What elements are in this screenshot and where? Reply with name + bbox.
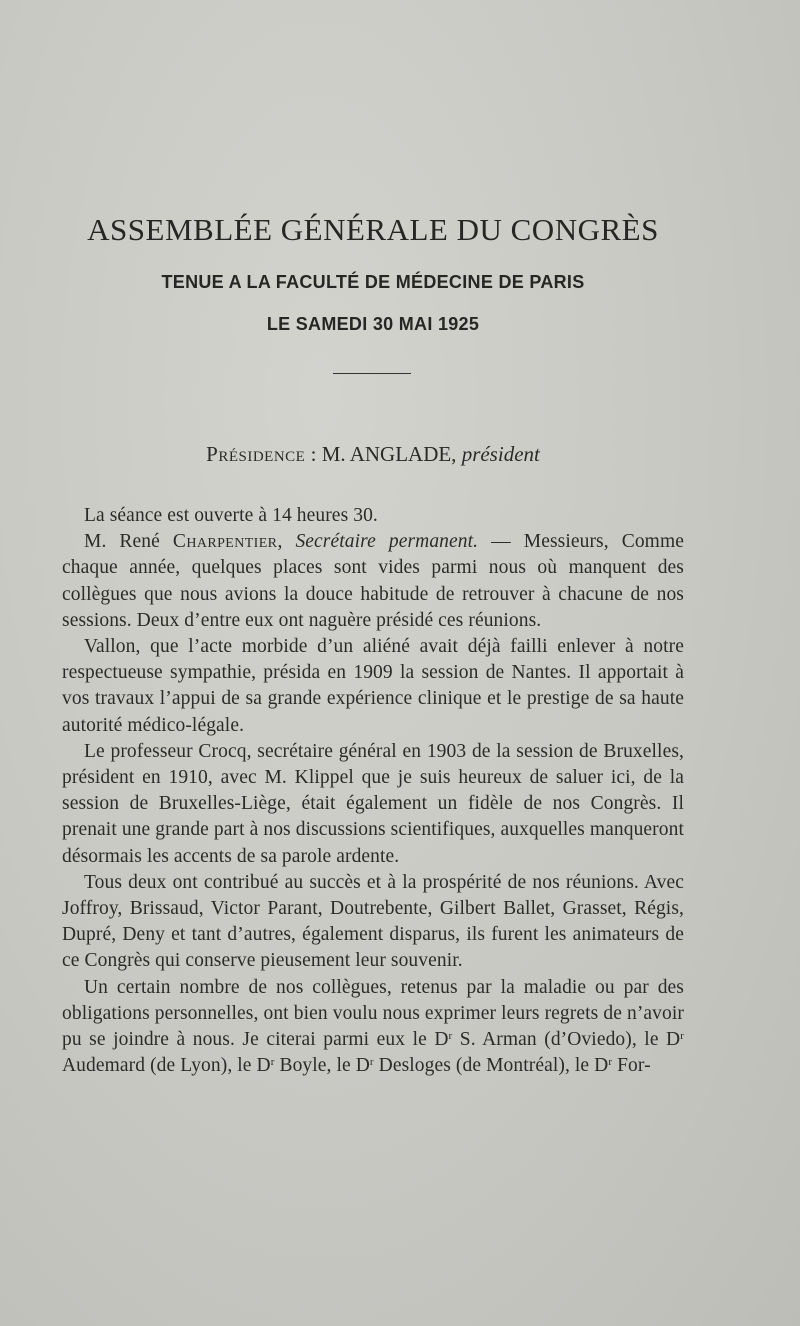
dr-superscript: r [680,1030,685,1043]
paragraph-tribute: Tous deux ont contribué au succès et à la prospérité de nos réunions. Avec Joffroy, Brissaud, Victor Parant, Doutrebente, Gilbert Ballet, Grasset, Régis, Dupré, Deny et tant d’autres, également disparus, ils furent les animateurs de ce Congrès qui conserve pieusement leur souvenir. [62,871,684,972]
speaker-name: Charpentier [172,531,278,553]
absentees-text-b: S. Arman (d’Oviedo), le D [452,1029,681,1051]
separator-rule [333,373,411,374]
main-title: ASSEMBLÉE GÉNÉRALE DU CONGRÈS [87,212,659,247]
president-role: président [461,442,540,466]
dr-superscript: r [608,1056,613,1069]
presidence-separator: : [305,442,322,466]
dr-superscript: r [369,1056,374,1069]
subtitle-date: LE SAMEDI 30 MAI 1925 [266,314,480,334]
speaker-comma: , [277,531,296,553]
absentees-text-c: Audemard (de Lyon), le D [62,1055,271,1077]
paragraph-absentees [62,975,684,1080]
speaker-role: Secrétaire permanent. [295,531,479,553]
document-page [62,0,684,1326]
paragraph-opening: La séance est ouverte à 14 heures 30. [84,505,378,526]
subtitle-location: TENUE A LA FACULTÉ DE MÉDECINE DE PARIS [161,272,585,292]
dr-superscript: r [448,1030,453,1043]
paragraph-crocq: Le professeur Crocq, secrétaire général en 1903 de la session de Bruxelles, président en 1910, avec M. Klippel que je suis heureux de saluer ici, de la session de Bruxelles-Liège, était également un fidèle de nos Congrès. Il prenait une grande part à nos discussions scientifiques, auxquelles manqueront désormais les accents de sa parole ardente. [62,740,684,867]
presidence-line [62,442,684,467]
absentees-text-e: Desloges (de Montréal), le D [373,1055,609,1077]
paragraph-speech-intro [62,529,684,634]
president-name: M. ANGLADE, [321,442,462,466]
absentees-text-d: Boyle, le D [274,1055,370,1077]
speech-text: — Messieurs, Comme chaque année, quelques places sont vides parmi nous où manquent des collègues que nous avions la douce habitude de retrouver à chacune de nos sessions. Deux d’entre eux ont naguère présidé ces réunions. [62,531,684,631]
body-text [62,503,684,1079]
speaker-prefix: M. René [84,531,173,553]
absentees-text-f: For- [612,1055,651,1077]
absentees-text-a: Un certain nombre de nos collègues, retenus par la maladie ou par des obligations personnelles, ont bien voulu nous exprimer leurs regrets de n’avoir pu se joindre à nous. Je citerai parmi eux le D [62,976,684,1051]
presidence-label: Présidence [206,442,306,466]
paragraph-vallon: Vallon, que l’acte morbide d’un aliéné avait déjà failli enlever à notre respectueuse sympathie, présida en 1909 la session de Nantes. Il apportait à vos travaux l’appui de sa grande expérience clinique et le prestige de sa haute autorité médico-légale. [62,636,684,736]
dr-superscript: r [270,1056,275,1069]
